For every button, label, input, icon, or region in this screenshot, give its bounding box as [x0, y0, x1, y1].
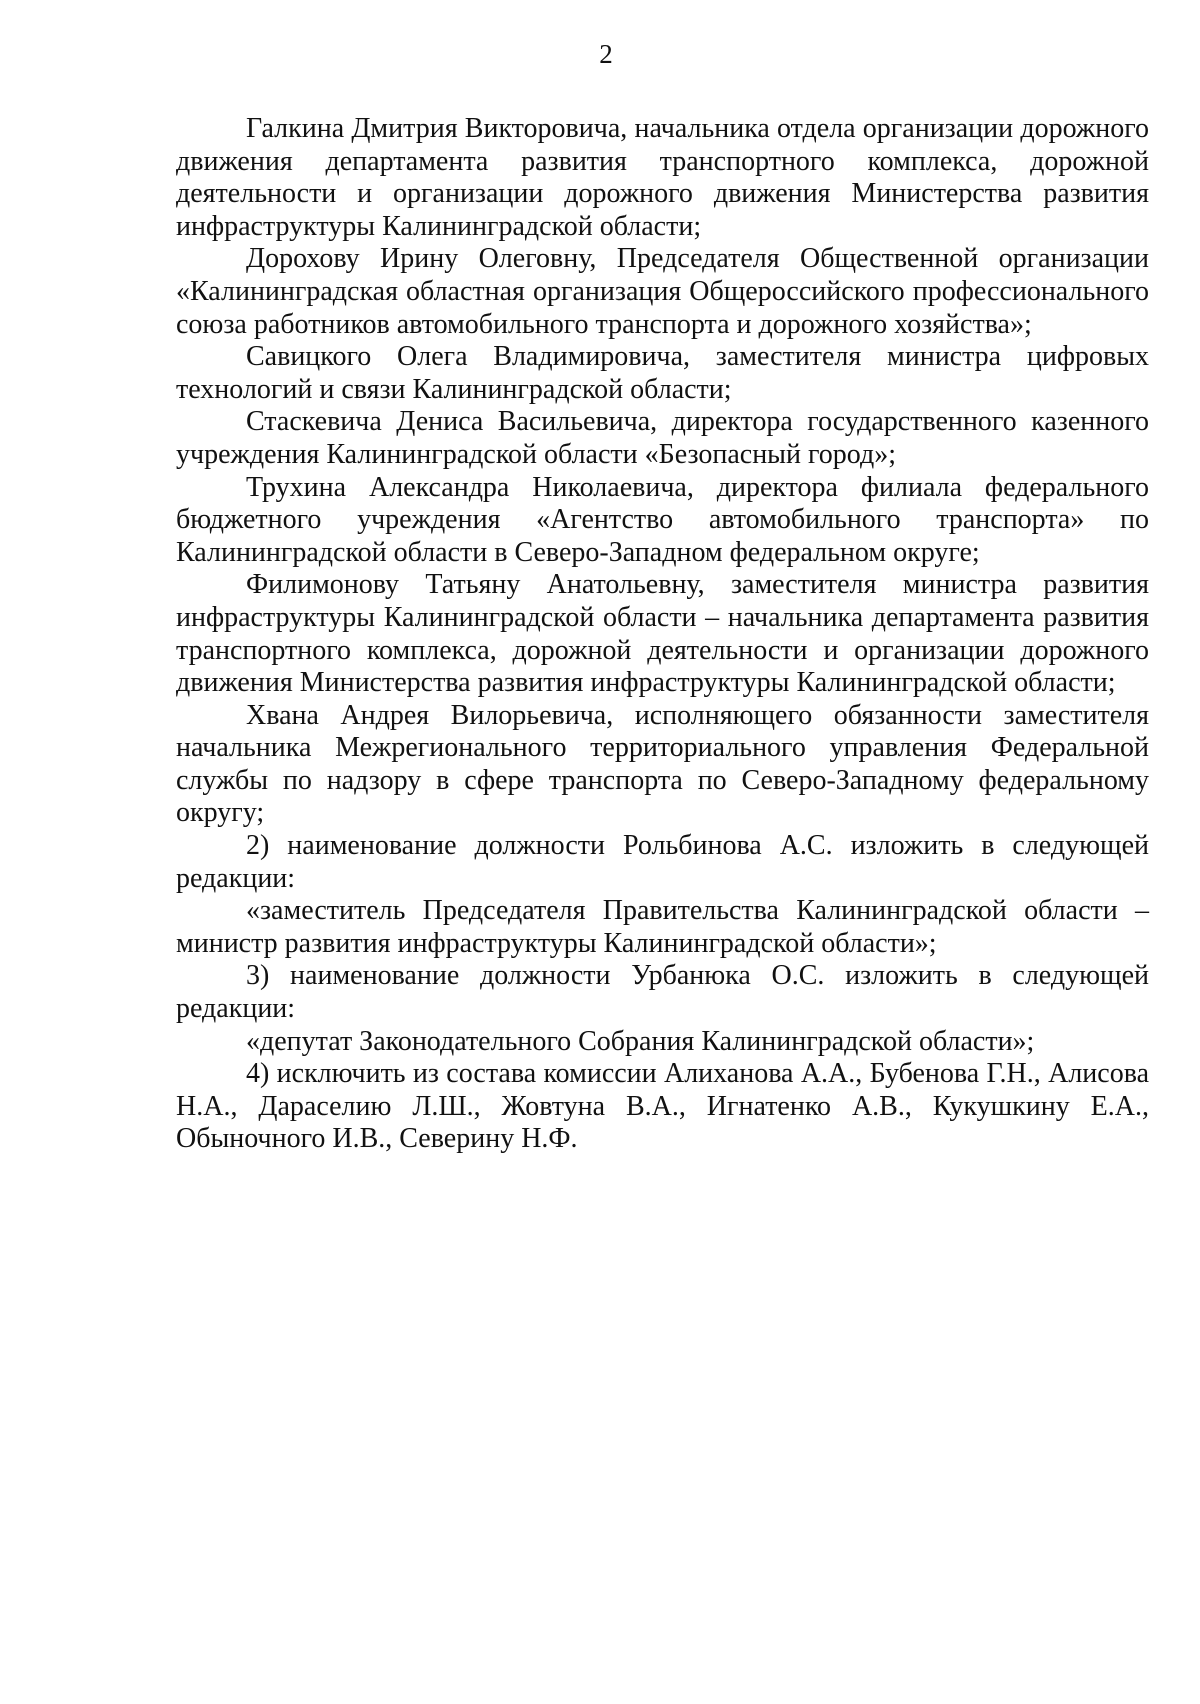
document-body: [176, 113, 1149, 1156]
paragraph-item-2: 2) наименование должности Рольбинова А.С. изложить в следующей редакции:: [176, 830, 1149, 894]
paragraph-staskevich: Стаскевича Дениса Васильевича, директора государственного казенного учреждения Калининградской области «Безопасный город»;: [176, 406, 1149, 470]
paragraph-filimonova: Филимонову Татьяну Анатольевну, заместителя министра развития инфраструктуры Калининградской области – начальника департамента развития транспортного комплекса, дорожной деятельности и организации дорожного движения Министерства развития инфраструктуры Калининградской области;: [176, 569, 1149, 699]
paragraph-dorokhova: Дорохову Ирину Олеговну, Председателя Общественной организации «Калининградская областная организация Общероссийского профессионального союза работников автомобильного транспорта и дорожного хозяйства»;: [176, 243, 1149, 340]
paragraph-item-4: 4) исключить из состава комиссии Алиханова А.А., Бубенова Г.Н., Алисова Н.А., Дараселию Л.Ш., Жовтуна В.А., Игнатенко А.В., Кукушкину Е.А., Обыночного И.В., Северину Н.Ф.: [176, 1058, 1149, 1155]
paragraph-item-2-text: «заместитель Председателя Правительства Калининградской области – министр развития инфраструктуры Калининградской области»;: [176, 895, 1149, 959]
paragraph-galkin: Галкина Дмитрия Викторовича, начальника отдела организации дорожного движения департамента развития транспортного комплекса, дорожной деятельности и организации дорожного движения Министерства развития инфраструктуры Калининградской области;: [176, 113, 1149, 242]
paragraph-savitsky: Савицкого Олега Владимировича, заместителя министра цифровых технологий и связи Калининградской области;: [176, 341, 1149, 405]
paragraph-item-3-text: «депутат Законодательного Собрания Калининградской области»;: [246, 1025, 1035, 1057]
page-number: 2: [599, 39, 613, 69]
paragraph-trukhin: Трухина Александра Николаевича, директора филиала федерального бюджетного учреждения «Агентство автомобильного транспорта» по Калининградской области в Северо-Западном федеральном округе;: [176, 471, 1149, 568]
paragraph-khvan: Хвана Андрея Вилорьевича, исполняющего обязанности заместителя начальника Межрегионального территориального управления Федеральной службы по надзору в сфере транспорта по Северо-Западному федеральному округу;: [176, 699, 1149, 829]
paragraph-item-3: 3) наименование должности Урбанюка О.С. изложить в следующей редакции:: [176, 960, 1149, 1025]
